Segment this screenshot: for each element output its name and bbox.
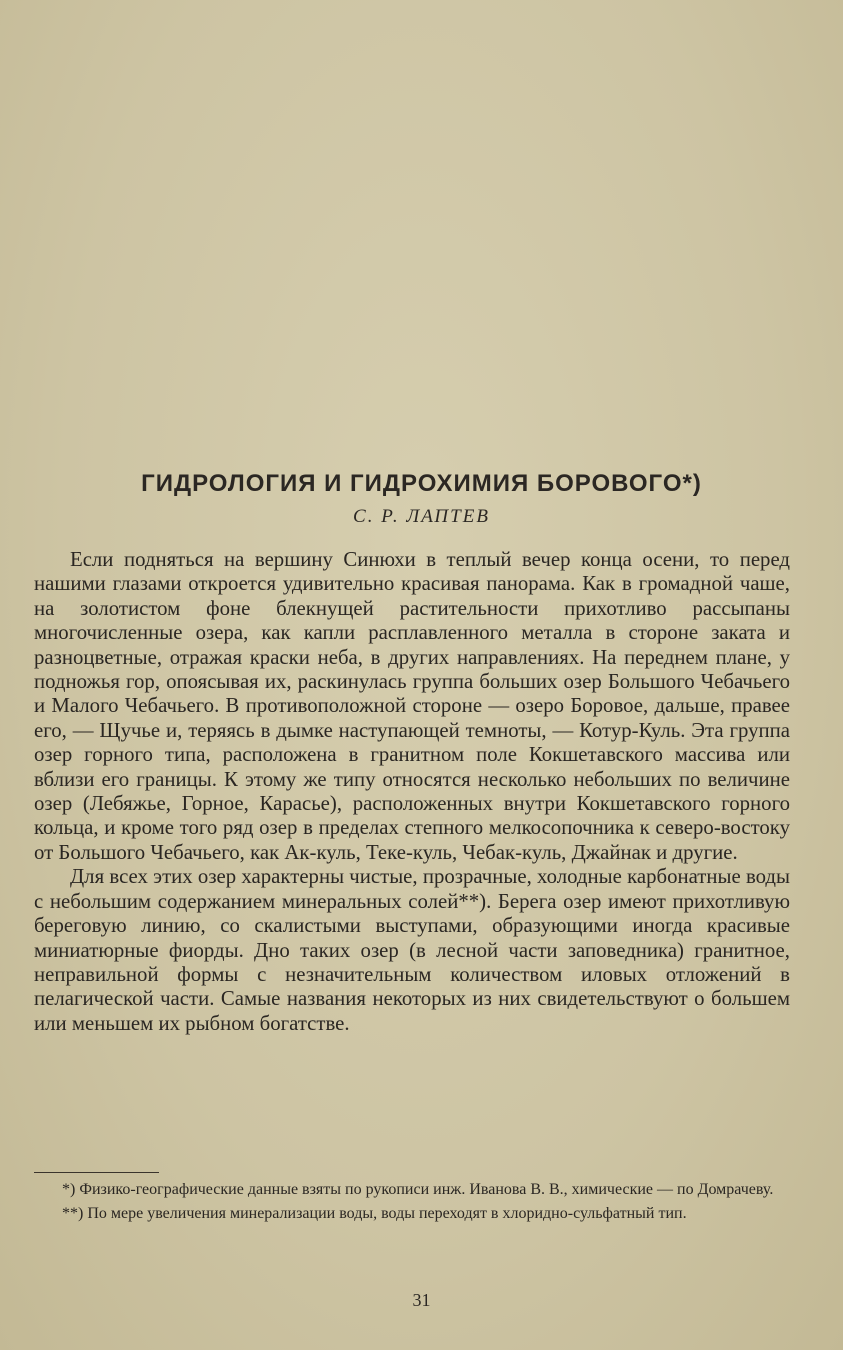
article-title: ГИДРОЛОГИЯ И ГИДРОХИМИЯ БОРОВОГО*) <box>141 470 702 497</box>
page-number: 31 <box>412 1290 431 1310</box>
article-body <box>34 548 790 1036</box>
footnote-divider <box>34 1172 159 1173</box>
footnote-2: **) По мере увеличения минерализации воды, воды переходят в хлоридно-сульфатный тип. <box>62 1205 687 1222</box>
article-author: С. Р. ЛАПТЕВ <box>353 506 490 527</box>
footnote-1: *) Физико-географические данные взяты по рукописи инж. Иванова В. В., химические — по Домрачеву. <box>62 1181 774 1198</box>
paragraph-1: Если подняться на вершину Синюхи в теплый вечер конца осени, то перед нашими глазами откроется удивительно красивая панорама. Как в громадной чаше, на золотистом фоне блекнущей растительности прихотливо рассыпаны многочисленные озера, как капли расплавленного металла в стороне заката и разноцветные, отражая краски неба, в других направлениях. На переднем плане, у подножья гор, опоясывая их, раскинулась группа больших озер Большого Чебачьего и Малого Чебачьего. В противоположной стороне — озеро Боровое, дальше, правее его, — Щучье и, теряясь в дымке наступающей темноты, — Котур-Куль. Эта группа озер горного типа, расположена в гранитном поле Кокшетавского массива или вблизи его границы. К этому же типу относятся несколько небольших по величине озер (Лебяжье, Горное, Карасье), расположенных внутри Кокшетавского горного кольца, и кроме того ряд озер в пределах степного мелкосопочника к северо-востоку от Большого Чебачьего, как Ак-куль, Теке-куль, Чебак-куль, Джайнак и другие. <box>34 548 790 864</box>
footnotes <box>34 1180 790 1228</box>
paragraph-2: Для всех этих озер характерны чистые, прозрачные, холодные карбонатные воды с небольшим содержанием минеральных солей**). Берега озер имеют прихотливую береговую линию, со скалистыми выступами, образующими иногда красивые миниатюрные фиорды. Дно таких озер (в лесной части заповедника) гранитное, неправильной формы с незначительным количеством иловых отложений в пелагической части. Самые названия некоторых из них свидетельствуют о большем или меньшем их рыбном богатстве. <box>34 865 790 1035</box>
